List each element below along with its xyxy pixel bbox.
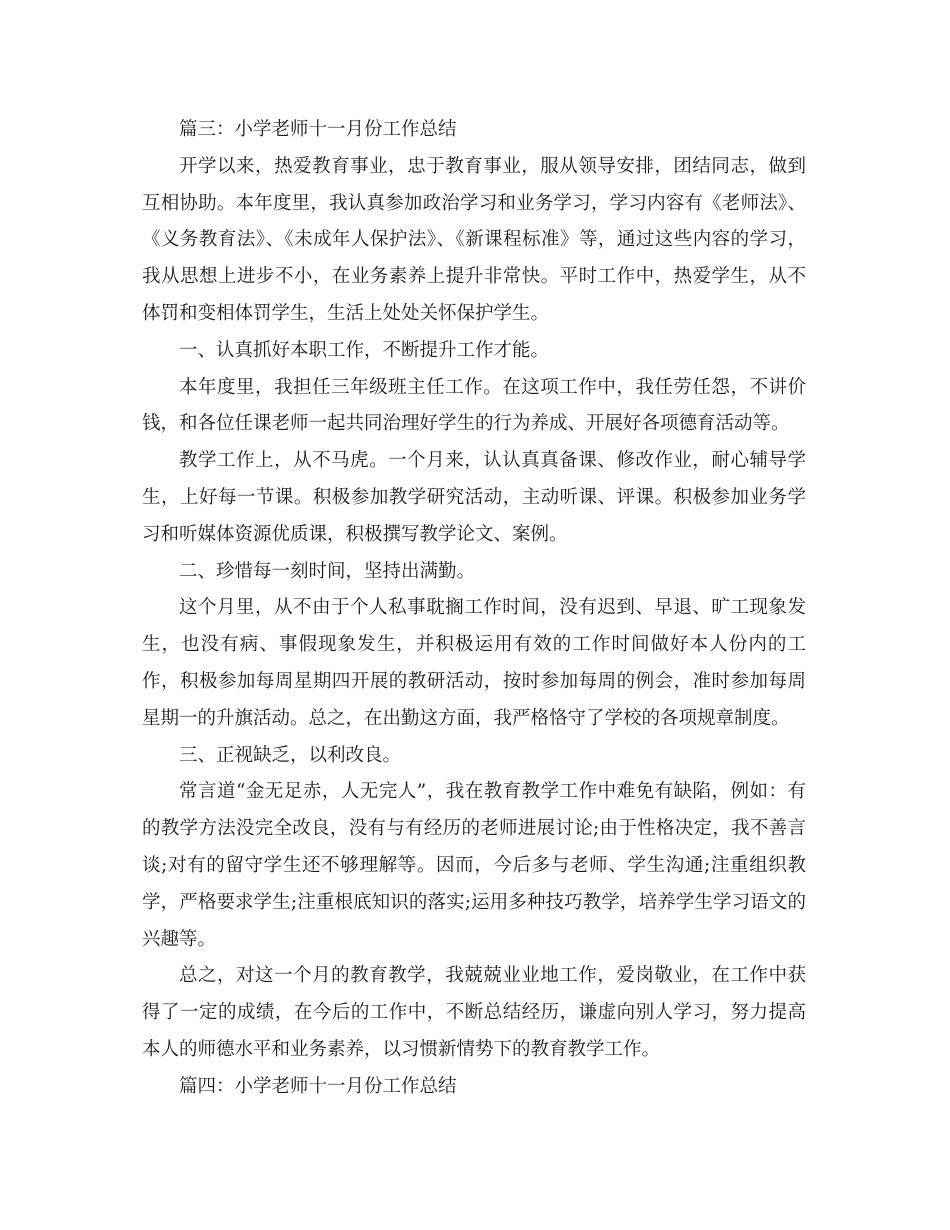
section-title: 篇四：小学老师十一月份工作总结 (179, 1075, 457, 1097)
paragraph: 本年度里，我担任三年级班主任工作。在这项工作中，我任劳任怨，不讲价钱，和各位任课老师一起共同治理好学生的行为养成、开展好各项德育活动等。 (142, 376, 806, 435)
paragraph: 开学以来，热爱教育事业，忠于教育事业，服从领导安排，团结同志，做到互相协助。本年度里，我认真参加政治学习和业务学习，学习内容有《老师法》、《义务教育法》、《未成年人保护法》、《新课程标准》等，通过这些内容的学习，我从思想上进步不小，在业务素养上提升非常快。平时工作中，热爱学生，从不体罚和变相体罚学生，生活上处处关怀保护学生。 (142, 155, 806, 324)
paragraph: 教学工作上，从不马虎。一个月来，认认真真备课、修改作业，耐心辅导学生，上好每一节课。积极参加教学研究活动，主动听课、评课。积极参加业务学习和听媒体资源优质课，积极撰写教学论文、案例。 (142, 450, 806, 545)
document-page (142, 112, 806, 1106)
section-heading: 二、珍惜每一刻时间，坚持出满勤。 (179, 560, 476, 582)
section-title: 篇三：小学老师十一月份工作总结 (179, 119, 457, 140)
paragraph: 这个月里，从不由于个人私事耽搁工作时间，没有迟到、早退、旷工现象发生，也没有病、事假现象发生，并积极运用有效的工作时间做好本人份内的工作，积极参加每周星期四开展的教研活动，按时参加每周的例会，准时参加每周星期一的升旗活动。总之，在出勤这方面，我严格恪守了学校的各项规章制度。 (142, 597, 806, 729)
section-heading: 三、正视缺乏，以利改良。 (179, 744, 402, 766)
section-heading: 一、认真抓好本职工作，不断提升工作才能。 (179, 339, 550, 361)
paragraph: 总之，对这一个月的教育教学，我兢兢业业地工作，爱岗敬业，在工作中获得了一定的成绩，在今后的工作中，不断总结经历，谦虚向别人学习，努力提高本人的师德水平和业务素养，以习惯新情势下的教育教学工作。 (142, 965, 806, 1060)
paragraph: 常言道“金无足赤，人无完人”，我在教育教学工作中难免有缺陷，例如：有的教学方法没完全改良，没有与有经历的老师进展讨论;由于性格决定，我不善言谈;对有的留守学生还不够理解等。因而，今后多与老师、学生沟通;注重组织教学，严格要求学生;注重根底知识的落实;运用多种技巧教学，培养学生学习语文的兴趣等。 (142, 781, 806, 950)
